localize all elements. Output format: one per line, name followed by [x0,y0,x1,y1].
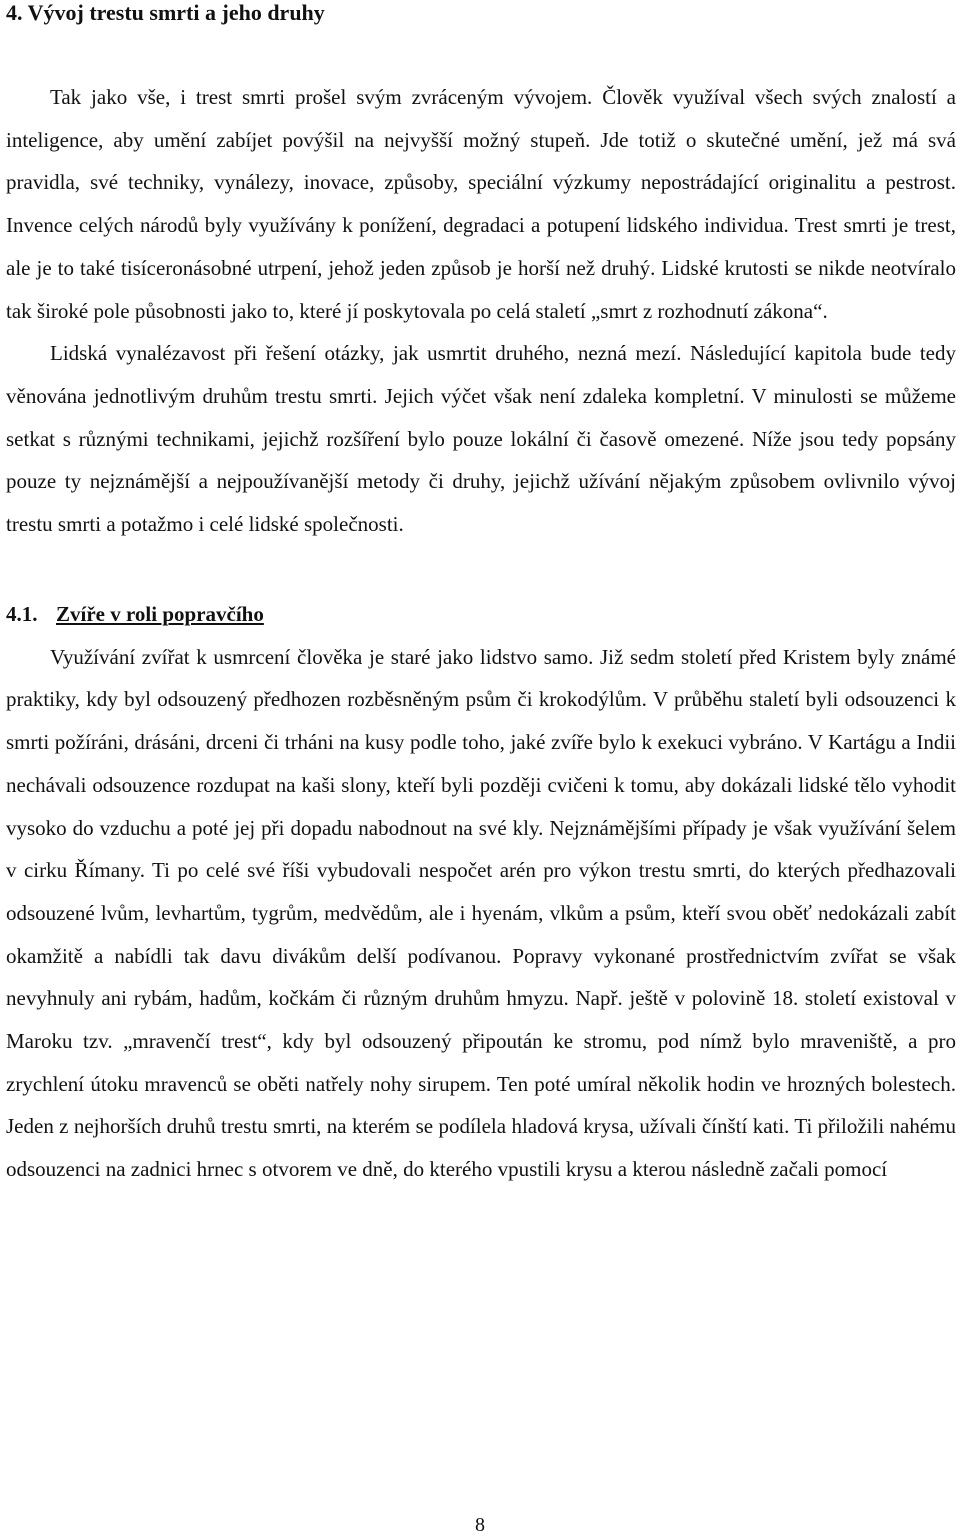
paragraph-methods: Lidská vynalézavost při řešení otázky, jak usmrtit druhého, nezná mezí. Následující kapitola bude tedy věnována jednotlivým druhům trestu smrti. Jejich výčet však není zdaleka kompletní. V minulosti se můžeme setkat s různými technikami, jejichž rozšíření bylo pouze lokální či časově omezené. Níže jsou tedy popsány pouze ty nejznámější a nejpoužívanější metody či druhy, jejichž užívání nějakým způsobem ovlivnilo vývoj trestu smrti a potažmo i celé lidské společnosti. [6,341,956,537]
document-page [6,0,956,1191]
paragraph-animals: Využívání zvířat k usmrcení člověka je staré jako lidstvo samo. Již sedm století před Kristem byly známé praktiky, kdy byl odsouzený předhozen rozběsněným psům či krokodýlům. V průběhu staletí byli odsouzenci k smrti požíráni, drásáni, drceni či trháni na kusy podle toho, jaké zvíře bylo k exekuci vybráno. V Kartágu a Indii nechávali odsouzence rozdupat na kaši slony, kteří byli později cvičeni k tomu, aby dokázali lidské tělo vyhodit vysoko do vzduchu a poté jej při dopadu nabodnout na své kly. Nejznámějšími případy je však využívání šelem v cirku Římany. Ti po celé své říši vybudovali nespočet arén pro výkon trestu smrti, do kterých předhazovali odsouzené lvům, levhartům, tygrům, medvědům, ale i hyenám, vlkům a psům, kteří svou oběť nedokázali zabít okamžitě a nabídli tak davu divákům delší podívanou. Popravy vykonané prostřednictvím zvířat se však nevyhnuly ani rybám, hadům, kočkám či různým druhům hmyzu. Např. ještě v polovině 18. století existoval v Maroku tzv. „mravenčí trest“, kdy byl odsouzený připoután ke stromu, pod nímž bylo mraveniště, a pro zrychlení útoku mravenců se oběti natřely nohy sirupem. Ten poté umíral několik hodin ve hrozných bolestech. Jeden z nejhorších druhů trestu smrti, na kterém se podílela hladová krysa, užívali čínští kati. Ti přiložili nahému odsouzenci na zadnici hrnec s otvorem ve dně, do kterého vpustili krysu a kterou následně začali pomocí [6,644,956,1182]
subsection-heading [6,600,956,628]
page-number: 8 [475,1514,485,1536]
subsection-title: Zvíře v roli popravčího [56,601,264,626]
paragraph-intro: Tak jako vše, i trest smrti prošel svým zvráceným vývojem. Člověk využíval všech svých znalostí a inteligence, aby umění zabíjet povýšil na nejvyšší možný stupeň. Jde totiž o skutečné umění, jež má svá pravidla, své techniky, vynálezy, inovace, způsoby, speciální výzkumy nepostrádající originalitu a pestrost. Invence celých národů byly využívány k ponížení, degradaci a potupení lidského individua. Trest smrti je trest, ale je to také tisíceronásobné utrpení, jehož jeden způsob je horší než druhý. Lidské krutosti se nikde neotvíralo tak široké pole působnosti jako to, které jí poskytovala po celá staletí „smrt z rozhodnutí zákona“. [6,85,956,323]
subsection-number: 4.1. [6,601,38,626]
chapter-heading: 4. Vývoj trestu smrti a jeho druhy [6,0,325,25]
